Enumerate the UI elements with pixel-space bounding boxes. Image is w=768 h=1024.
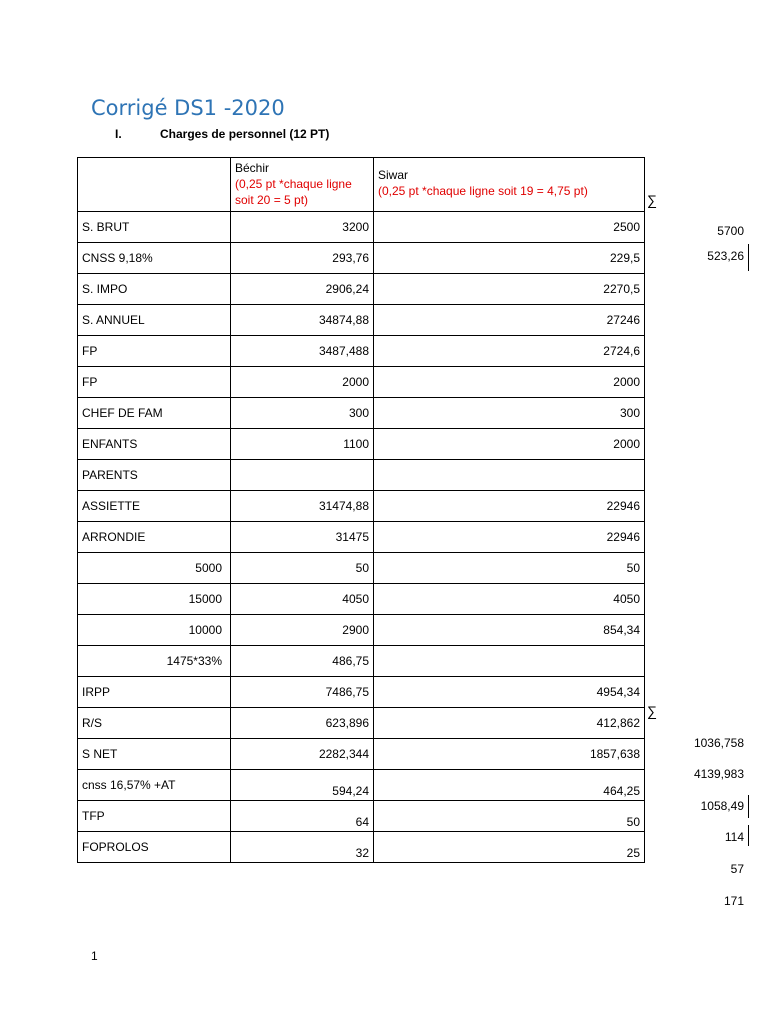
margin-bar: [748, 825, 749, 846]
bechir-value: 1100: [231, 429, 374, 460]
table-row: [78, 522, 645, 553]
bechir-value: 7486,75: [231, 677, 374, 708]
table-row: [78, 646, 645, 677]
table-row: [78, 243, 645, 274]
siwar-value: 229,5: [374, 243, 645, 274]
bechir-value: 2906,24: [231, 274, 374, 305]
bechir-value: 31475: [231, 522, 374, 553]
page-number: 1: [91, 949, 98, 963]
siwar-value: 1857,638: [374, 739, 645, 770]
row-label: R/S: [78, 708, 231, 739]
bechir-value: [231, 460, 374, 491]
row-label: PARENTS: [78, 460, 231, 491]
siwar-value: 854,34: [374, 615, 645, 646]
header-siwar-note: (0,25 pt *chaque ligne soit 19 = 4,75 pt): [378, 184, 588, 198]
section-heading: [115, 127, 329, 141]
siwar-value: 25: [374, 832, 645, 863]
section-number: I.: [115, 127, 122, 141]
row-label: FP: [78, 367, 231, 398]
bechir-value: 32: [231, 832, 374, 863]
bechir-value: 594,24: [231, 770, 374, 801]
header-bechir-name: Béchir: [235, 161, 270, 175]
page-title: Corrigé DS1 -2020: [91, 96, 285, 120]
table-row: [78, 677, 645, 708]
siwar-value: 27246: [374, 305, 645, 336]
row-label: IRPP: [78, 677, 231, 708]
siwar-value: 2000: [374, 367, 645, 398]
header-bechir-note: (0,25 pt *chaque ligne soit 20 = 5 pt): [235, 177, 352, 207]
sum-total: 171: [723, 894, 744, 908]
table-row: [78, 212, 645, 243]
header-empty-cell: [78, 158, 231, 212]
bechir-value: 486,75: [231, 646, 374, 677]
bechir-value: 4050: [231, 584, 374, 615]
table-row: [78, 615, 645, 646]
siwar-value: 4954,34: [374, 677, 645, 708]
table-row: [78, 801, 645, 832]
bechir-value: 2000: [231, 367, 374, 398]
siwar-value: 300: [374, 398, 645, 429]
row-label: ENFANTS: [78, 429, 231, 460]
row-label: S. ANNUEL: [78, 305, 231, 336]
bechir-value: 2282,344: [231, 739, 374, 770]
siwar-value: 412,862: [374, 708, 645, 739]
header-siwar: [374, 158, 645, 212]
row-label: FOPROLOS: [78, 832, 231, 863]
bechir-value: 3200: [231, 212, 374, 243]
bechir-value: 2900: [231, 615, 374, 646]
row-label: 15000: [78, 584, 231, 615]
section-label: Charges de personnel (12 PT): [160, 127, 330, 141]
row-label: CNSS 9,18%: [78, 243, 231, 274]
row-label: FP: [78, 336, 231, 367]
siwar-value: 22946: [374, 491, 645, 522]
bechir-value: 623,896: [231, 708, 374, 739]
row-label: ASSIETTE: [78, 491, 231, 522]
table-row: [78, 305, 645, 336]
table-row: [78, 553, 645, 584]
payroll-table: [77, 157, 645, 863]
row-label: S. BRUT: [78, 212, 231, 243]
margin-bar: [748, 795, 749, 818]
table-row: [78, 491, 645, 522]
table-row: [78, 584, 645, 615]
siwar-value: 50: [374, 553, 645, 584]
header-siwar-name: Siwar: [378, 168, 409, 182]
margin-bar: [748, 244, 749, 271]
row-label: CHEF DE FAM: [78, 398, 231, 429]
siwar-value: 464,25: [374, 770, 645, 801]
sum-cnss-patronal: 1058,49: [700, 799, 744, 813]
siwar-value: 50: [374, 801, 645, 832]
bechir-value: 50: [231, 553, 374, 584]
siwar-value: 2500: [374, 212, 645, 243]
row-label: TFP: [78, 801, 231, 832]
header-bechir: [231, 158, 374, 212]
table-row: [78, 460, 645, 491]
bechir-value: 64: [231, 801, 374, 832]
sigma-icon: ∑: [647, 703, 657, 719]
bechir-value: 31474,88: [231, 491, 374, 522]
table-row: [78, 274, 645, 305]
bechir-value: 300: [231, 398, 374, 429]
table-row: [78, 336, 645, 367]
table-row: [78, 770, 645, 801]
row-label: 5000: [78, 553, 231, 584]
table-row: [78, 367, 645, 398]
row-label: S NET: [78, 739, 231, 770]
bechir-value: 3487,488: [231, 336, 374, 367]
bechir-value: 34874,88: [231, 305, 374, 336]
row-label: 10000: [78, 615, 231, 646]
row-label: S. IMPO: [78, 274, 231, 305]
siwar-value: 2000: [374, 429, 645, 460]
siwar-value: [374, 646, 645, 677]
table-row: [78, 398, 645, 429]
sum-rs: 1036,758: [693, 736, 744, 750]
siwar-value: 2724,6: [374, 336, 645, 367]
row-label: cnss 16,57% +AT: [78, 770, 231, 801]
sum-snet: 4139,983: [693, 767, 744, 781]
siwar-value: 2270,5: [374, 274, 645, 305]
sum-tfp: 114: [724, 830, 744, 844]
bechir-value: 293,76: [231, 243, 374, 274]
sum-cnss: 523,26: [707, 249, 744, 263]
row-label: ARRONDIE: [78, 522, 231, 553]
sigma-icon: ∑: [647, 192, 657, 208]
table-row: [78, 708, 645, 739]
table-row: [78, 832, 645, 863]
sum-foprolos: 57: [730, 862, 744, 876]
table-row: [78, 429, 645, 460]
row-label: 1475*33%: [78, 646, 231, 677]
siwar-value: 22946: [374, 522, 645, 553]
table-header-row: [78, 158, 645, 212]
sum-s-brut: 5700: [717, 224, 744, 238]
siwar-value: [374, 460, 645, 491]
siwar-value: 4050: [374, 584, 645, 615]
table-row: [78, 739, 645, 770]
